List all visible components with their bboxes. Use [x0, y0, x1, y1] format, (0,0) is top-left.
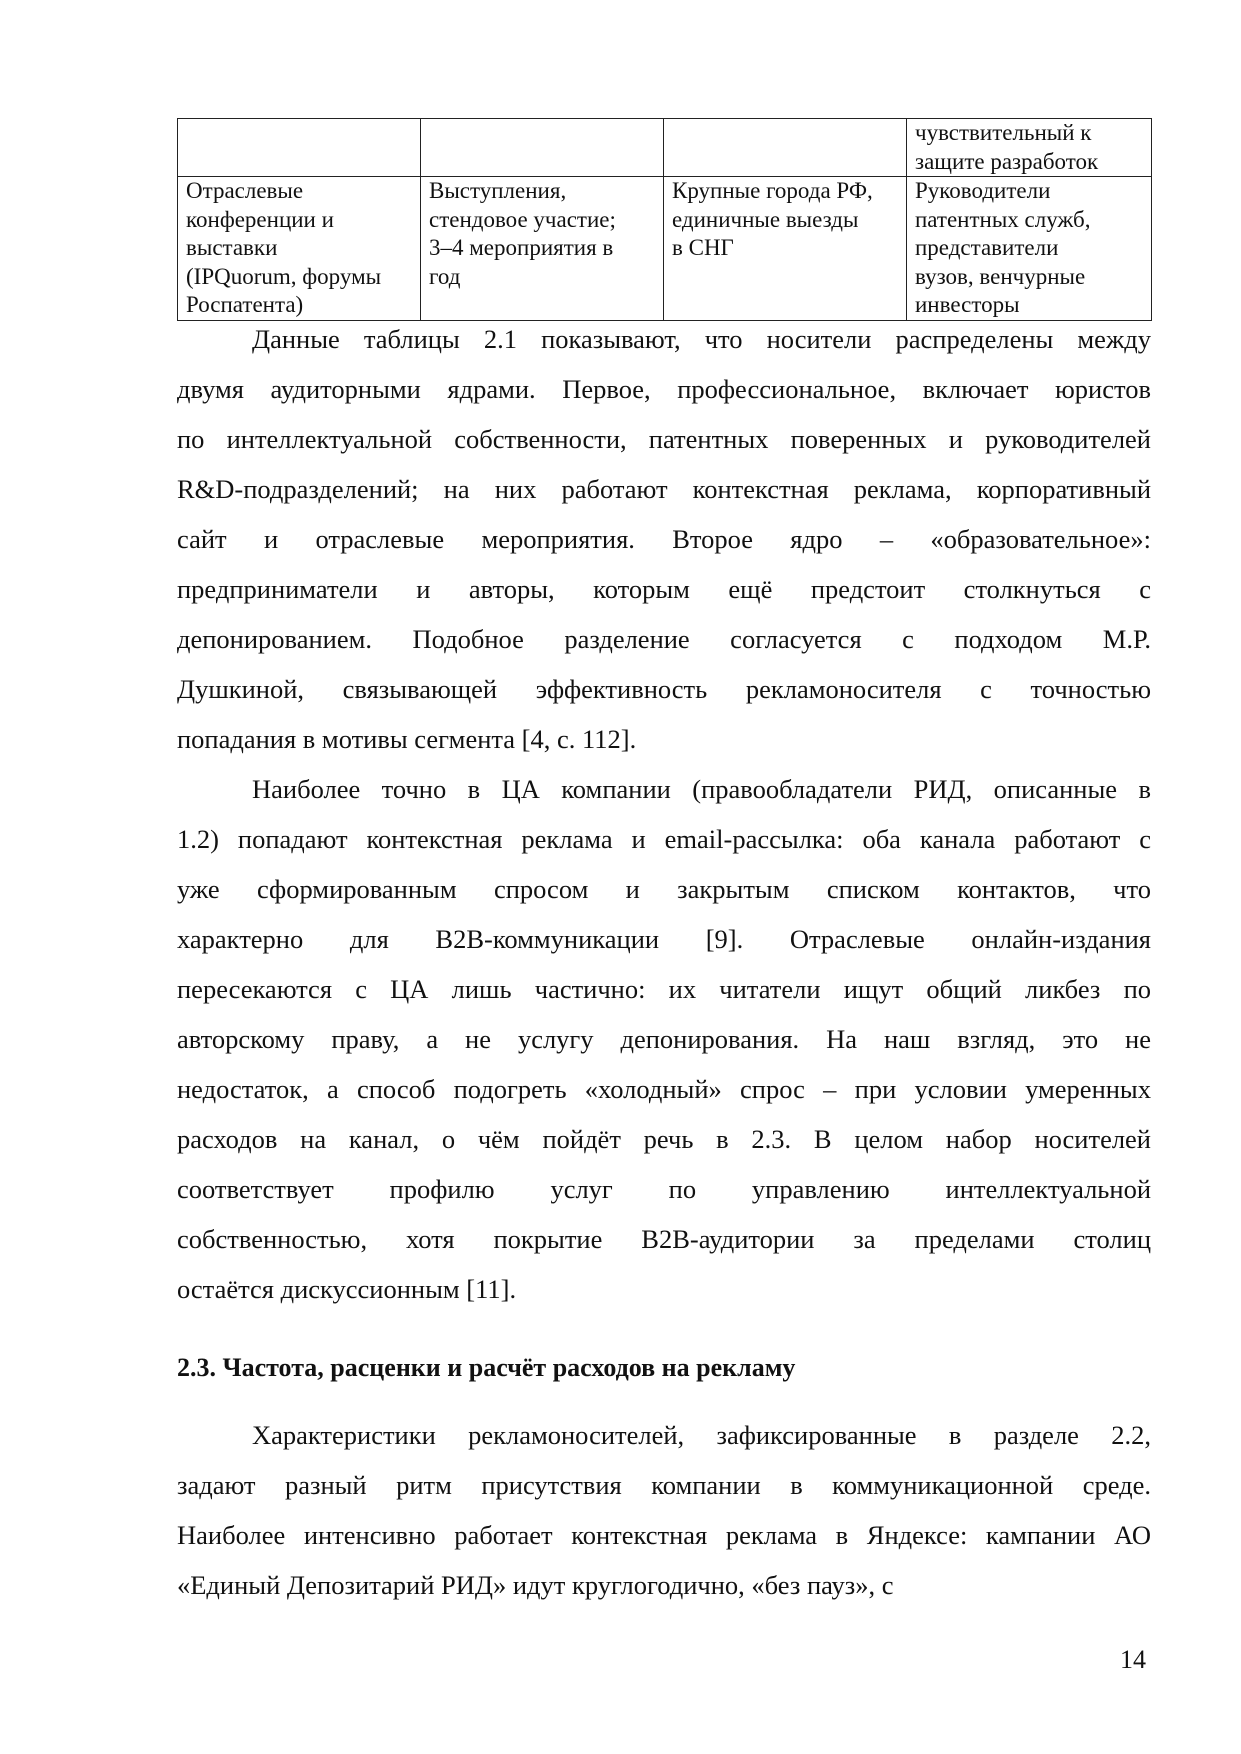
- text-line: расходов на канал, о чём пойдёт речь в 2.3. В целом набор носителей: [177, 1124, 1151, 1154]
- text-line: «Единый Депозитарий РИД» идут круглогодично, «без пауз», с: [177, 1570, 894, 1600]
- text-line: пересекаются с ЦА лишь частично: их читатели ищут общий ликбез по: [177, 974, 1151, 1004]
- table-cell-line: конференции и: [186, 206, 334, 232]
- text-line: характерно для B2B-коммуникации [9]. Отраслевые онлайн-издания: [177, 924, 1151, 954]
- page-number: 14: [1120, 1645, 1146, 1674]
- text-line: Душкиной, связывающей эффективность рекламоносителя с точностью: [177, 674, 1151, 704]
- text-line: Данные таблицы 2.1 показывают, что носители распределены между: [252, 324, 1151, 354]
- table-cell-line: единичные выезды: [672, 206, 859, 232]
- table-cell-line: Роспатента): [186, 292, 304, 317]
- text-line: депонированием. Подобное разделение согласуется с подходом М.Р.: [177, 624, 1151, 654]
- table-cell-line: представители: [915, 235, 1059, 260]
- table-cell-line: в СНГ: [672, 235, 734, 260]
- section-heading: 2.3. Частота, расценки и расчёт расходов на рекламу: [177, 1353, 796, 1382]
- table-cell-line: 3–4 мероприятия в: [429, 235, 614, 260]
- text-line: уже сформированным спросом и закрытым списком контактов, что: [177, 874, 1151, 904]
- text-line: недостаток, а способ подогреть «холодный» спрос – при условии умеренных: [177, 1074, 1151, 1104]
- table-row: [178, 119, 1152, 177]
- text-line: двумя аудиторными ядрами. Первое, профессиональное, включает юристов: [177, 374, 1151, 404]
- table-cell: [178, 177, 421, 321]
- text-line: 1.2) попадают контекстная реклама и email-рассылка: оба канала работают с: [177, 824, 1151, 854]
- text-line: задают разный ритм присутствия компании в коммуникационной среде.: [177, 1470, 1151, 1500]
- table-cell-line: (IPQuorum, форумы: [186, 263, 382, 289]
- table-cell-line: патентных служб,: [915, 206, 1091, 232]
- text-line: Наиболее интенсивно работает контекстная реклама в Яндексе: кампании АО: [177, 1520, 1151, 1550]
- text-line: предприниматели и авторы, которым ещё предстоит столкнуться с: [177, 574, 1151, 604]
- table-cell-line: Отраслевые: [186, 178, 304, 203]
- text-line: попадания в мотивы сегмента [4, с. 112].: [177, 724, 637, 754]
- text-line: собственностью, хотя покрытие B2B-аудитории за пределами столиц: [177, 1224, 1151, 1254]
- table-cell-line: Руководители: [915, 178, 1051, 203]
- text-line: по интеллектуальной собственности, патентных поверенных и руководителей: [177, 424, 1151, 454]
- table-cell: [178, 119, 421, 177]
- table-cell: [421, 177, 664, 321]
- table-cell: [421, 119, 664, 177]
- table-cell: [907, 119, 1152, 177]
- table-cell: [664, 177, 907, 321]
- table-cell-line: инвесторы: [915, 292, 1020, 317]
- text-line: остаётся дискуссионным [11].: [177, 1274, 517, 1304]
- text-line: сайт и отраслевые мероприятия. Второе ядро – «образовательное»:: [177, 524, 1151, 554]
- table-row: [178, 177, 1152, 321]
- media-table: [177, 118, 1152, 321]
- table-cell-line: Крупные города РФ,: [672, 178, 873, 203]
- table-cell: [664, 119, 907, 177]
- table-cell: [907, 177, 1152, 321]
- table-cell-line: защите разработок: [915, 148, 1099, 174]
- text-line: R&D-подразделений; на них работают контекстная реклама, корпоративный: [177, 474, 1151, 504]
- text-line: Наиболее точно в ЦА компании (правообладатели РИД, описанные в: [252, 774, 1151, 804]
- text-line: соответствует профилю услуг по управлению интеллектуальной: [177, 1174, 1151, 1204]
- text-line: авторскому праву, а не услугу депонирования. На наш взгляд, это не: [177, 1024, 1151, 1054]
- table-cell-line: вузов, венчурные: [915, 263, 1086, 289]
- table-cell-line: стендовое участие;: [429, 206, 616, 232]
- table-cell-line: выставки: [186, 235, 278, 260]
- table-cell-line: чувствительный к: [915, 120, 1092, 145]
- table-cell-line: год: [429, 263, 461, 289]
- table-cell-line: Выступления,: [429, 178, 567, 203]
- text-line: Характеристики рекламоносителей, зафиксированные в разделе 2.2,: [252, 1420, 1151, 1450]
